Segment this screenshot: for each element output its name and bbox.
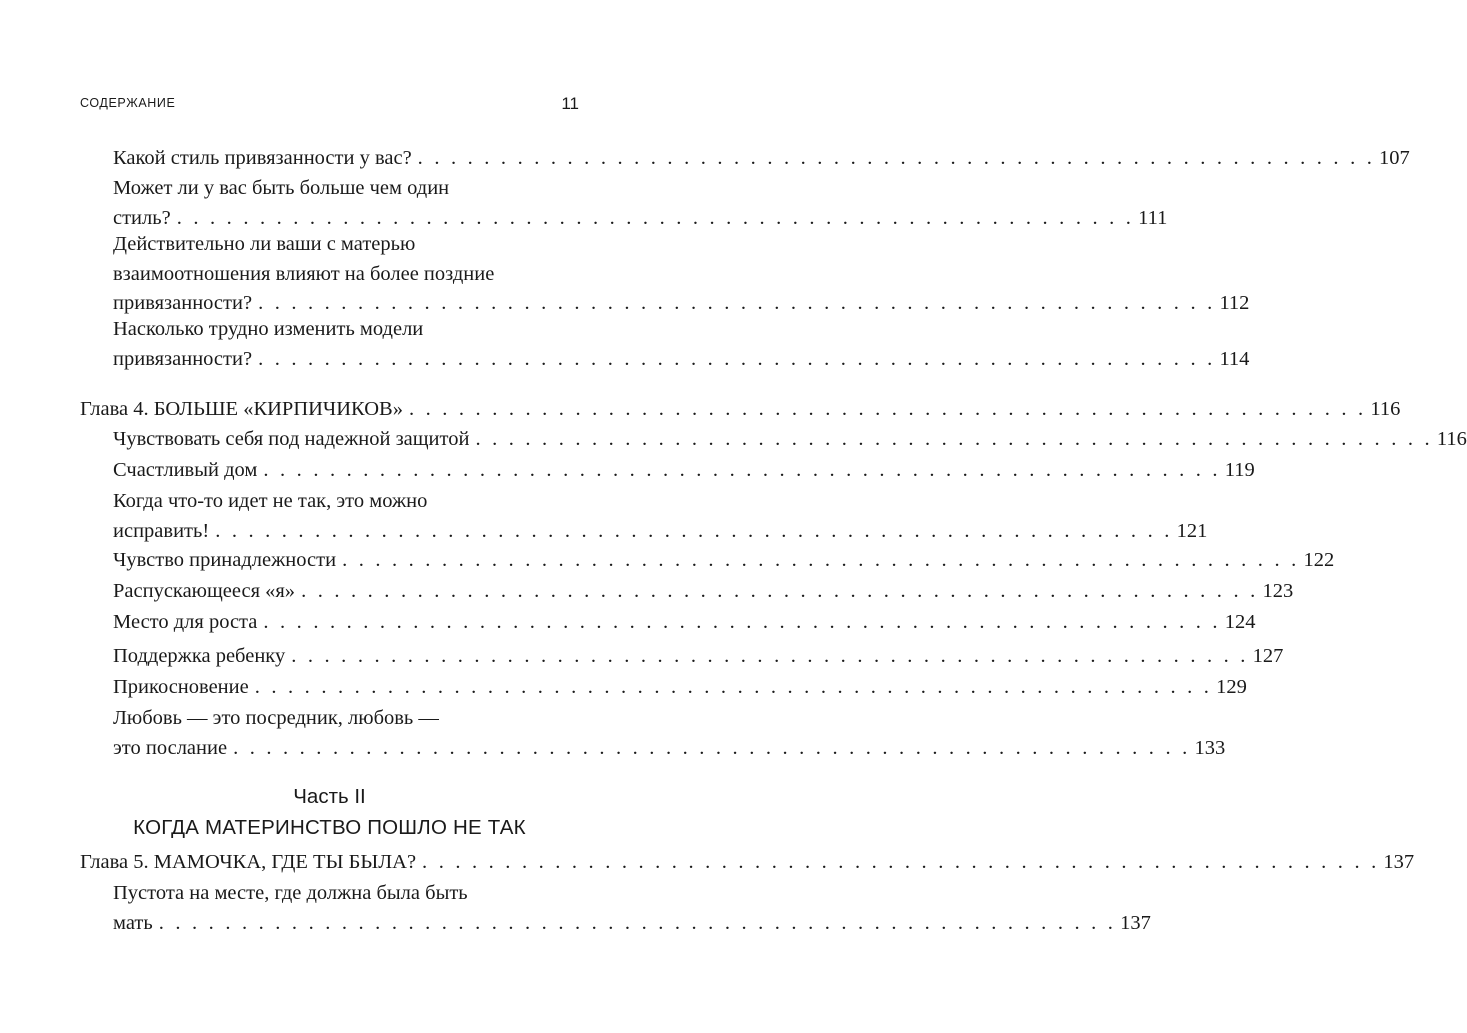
toc-entry-title: Чувствовать себя под надежной защитой	[113, 428, 470, 450]
toc-page-number: 123	[1262, 580, 1294, 602]
toc-entry-title: привязанности?	[113, 292, 253, 314]
toc-entry[interactable]	[113, 704, 1226, 763]
toc-chapter-title: Глава 5. МАМОЧКА, ГДЕ ТЫ БЫЛА?	[80, 851, 417, 873]
dot-leader: . . . . . . . . . . . . . . . . . . . . . . . . . . . . . . . . . . . . . . . . . . . . . . . . . . . . . . . . . .	[254, 676, 1213, 698]
toc-entry-title: Действительно ли ваши с матерью	[113, 233, 416, 255]
toc-entry[interactable]	[113, 456, 1255, 486]
toc-entry[interactable]	[113, 230, 1250, 319]
toc-entry-title: взаимоотношения влияют на более поздние	[113, 262, 495, 285]
toc-entry-title: мать	[113, 911, 153, 934]
dot-leader: . . . . . . . . . . . . . . . . . . . . . . . . . . . . . . . . . . . . . . . . . . . . . . . . . . . . . . . . . .	[342, 549, 1300, 571]
part-title: Часть II	[293, 785, 366, 808]
dot-leader: . . . . . . . . . . . . . . . . . . . . . . . . . . . . . . . . . . . . . . . . . . . . . . . . . . . . . . . . . .	[258, 292, 1216, 314]
toc-page-number: 133	[1194, 736, 1226, 759]
toc-entry-title: это послание	[113, 736, 228, 759]
toc-entry[interactable]	[113, 642, 1284, 672]
toc-entry-title: Когда что-то идет не так, это можно	[113, 490, 428, 512]
toc-entry[interactable]	[113, 879, 1151, 938]
toc-entry[interactable]	[113, 608, 1256, 638]
toc-entry-title: исправить!	[113, 519, 210, 542]
toc-entry-title: Место для роста	[113, 611, 258, 633]
toc-chapter-entry[interactable]	[80, 395, 1401, 425]
toc-entry[interactable]	[113, 425, 1467, 455]
toc-entry[interactable]	[113, 673, 1247, 703]
toc-entry-title: Пустота на месте, где должна была быть	[113, 882, 468, 904]
toc-page-number: 119	[1224, 459, 1255, 481]
toc-entry-title: Насколько трудно изменить модели	[113, 318, 424, 340]
toc-entry[interactable]	[113, 174, 1168, 233]
dot-leader: . . . . . . . . . . . . . . . . . . . . . . . . . . . . . . . . . . . . . . . . . . . . . . . . . . . . . . . . . .	[215, 519, 1173, 542]
toc-page-number: 116	[1436, 428, 1467, 450]
toc-page-number: 116	[1370, 398, 1401, 420]
toc-entry[interactable]	[113, 315, 1250, 374]
toc-entry-title: стиль?	[113, 206, 171, 229]
toc-page-number: 111	[1138, 206, 1168, 229]
dot-leader: . . . . . . . . . . . . . . . . . . . . . . . . . . . . . . . . . . . . . . . . . . . . . . . . . . . . . . . . . .	[258, 347, 1216, 370]
dot-leader: . . . . . . . . . . . . . . . . . . . . . . . . . . . . . . . . . . . . . . . . . . . . . . . . . . . . . . . . . .	[291, 645, 1249, 667]
toc-page-number: 122	[1303, 549, 1335, 571]
dot-leader: . . . . . . . . . . . . . . . . . . . . . . . . . . . . . . . . . . . . . . . . . . . . . . . . . . . . . . . . . .	[263, 611, 1221, 633]
toc-entry-title: Поддержка ребенку	[113, 645, 286, 667]
dot-leader: . . . . . . . . . . . . . . . . . . . . . . . . . . . . . . . . . . . . . . . . . . . . . . . . . . . . . . . . . .	[417, 147, 1376, 169]
dot-leader: . . . . . . . . . . . . . . . . . . . . . . . . . . . . . . . . . . . . . . . . . . . . . . . . . . . . . . . . . .	[408, 398, 1367, 420]
toc-page-number: 137	[1120, 911, 1151, 934]
toc-page-number: 107	[1379, 147, 1410, 169]
toc-entry[interactable]	[113, 487, 1208, 546]
toc-entry-title: привязанности?	[113, 347, 253, 370]
toc-entry[interactable]	[113, 144, 1410, 174]
toc-chapter-entry[interactable]	[80, 848, 1415, 878]
toc-page-number: 129	[1216, 676, 1247, 698]
dot-leader: . . . . . . . . . . . . . . . . . . . . . . . . . . . . . . . . . . . . . . . . . . . . . . . . . . . . . . . . . .	[422, 851, 1380, 873]
toc-entry-title: Чувство принадлежности	[113, 549, 337, 571]
toc-page-number: 124	[1224, 611, 1256, 633]
toc-entry-title: Любовь — это посредник, любовь —	[113, 707, 439, 729]
toc-entry[interactable]	[113, 546, 1335, 576]
toc-entry[interactable]	[113, 577, 1294, 607]
dot-leader: . . . . . . . . . . . . . . . . . . . . . . . . . . . . . . . . . . . . . . . . . . . . . . . . . . . . . . . . . .	[158, 911, 1117, 934]
toc-page-number: 112	[1219, 292, 1250, 314]
toc-entry-title: Счастливый дом	[113, 459, 258, 481]
toc-entry-title: Распускающееся «я»	[113, 580, 296, 602]
toc-page-number: 114	[1219, 347, 1250, 370]
toc-page-number: 121	[1176, 519, 1208, 542]
part-subtitle: КОГДА МАТЕРИНСТВО ПОШЛО НЕ ТАК	[133, 816, 526, 839]
dot-leader: . . . . . . . . . . . . . . . . . . . . . . . . . . . . . . . . . . . . . . . . . . . . . . . . . . . . . . . . . .	[176, 206, 1135, 229]
toc-chapter-title: Глава 4. БОЛЬШЕ «КИРПИЧИКОВ»	[80, 398, 403, 420]
toc-page-number: 137	[1383, 851, 1415, 873]
toc-entry-title: Прикосновение	[113, 676, 249, 698]
dot-leader: . . . . . . . . . . . . . . . . . . . . . . . . . . . . . . . . . . . . . . . . . . . . . . . . . . . . . . . . . .	[233, 736, 1191, 759]
running-header: СОДЕРЖАНИЕ	[80, 96, 176, 110]
dot-leader: . . . . . . . . . . . . . . . . . . . . . . . . . . . . . . . . . . . . . . . . . . . . . . . . . . . . . . . . . .	[263, 459, 1221, 481]
dot-leader: . . . . . . . . . . . . . . . . . . . . . . . . . . . . . . . . . . . . . . . . . . . . . . . . . . . . . . . . . .	[475, 428, 1433, 450]
toc-entry-title: Какой стиль привязанности у вас?	[113, 147, 412, 169]
dot-leader: . . . . . . . . . . . . . . . . . . . . . . . . . . . . . . . . . . . . . . . . . . . . . . . . . . . . . . . . . .	[301, 580, 1259, 602]
toc-page-number: 127	[1252, 645, 1284, 667]
page-number: 11	[561, 94, 579, 113]
toc-entry-title: Может ли у вас быть больше чем один	[113, 177, 450, 199]
